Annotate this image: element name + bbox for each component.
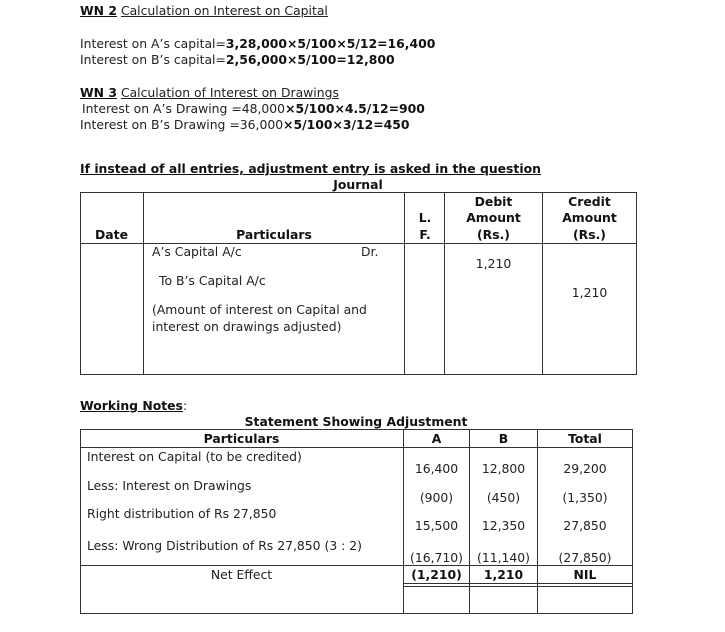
statement-row-total: (1,350) xyxy=(562,490,608,505)
statement-row-label: Interest on Capital (to be credited) xyxy=(87,449,302,464)
journal-header-debit-3: (Rs.) xyxy=(477,227,510,242)
wn3-line-2-calc: ×5/100×3/12=450 xyxy=(283,117,410,132)
journal-header-credit-1: Credit xyxy=(568,194,611,209)
statement-row-label: Right distribution of Rs 27,850 xyxy=(87,506,277,521)
journal-narration-1: (Amount of interest on Capital and xyxy=(152,302,367,317)
statement-header-b: B xyxy=(498,431,509,446)
journal-header-credit-3: (Rs.) xyxy=(573,227,606,242)
wn2-line-1-prefix: Interest on A’s capital= xyxy=(80,36,226,51)
statement-header-total: Total xyxy=(568,431,602,446)
statement-row-b: 12,800 xyxy=(481,461,526,476)
statement-row-total: 29,200 xyxy=(563,461,607,476)
statement-row-a: 15,500 xyxy=(414,518,459,533)
net-effect-a: (1,210) xyxy=(411,567,462,582)
wn3-line-1-prefix: Interest on A’s Drawing =48,000 xyxy=(82,101,286,116)
wn2-line-2-prefix: Interest on B’s capital= xyxy=(80,52,226,67)
journal-header-debit-2: Amount xyxy=(466,210,521,225)
net-effect-label: Net Effect xyxy=(210,567,273,582)
journal-credit-account: To B’s Capital A/c xyxy=(159,273,266,288)
statement-row-label: Less: Interest on Drawings xyxy=(87,478,252,493)
journal-header-debit-1: Debit xyxy=(474,194,513,209)
statement-row-total: (27,850) xyxy=(558,550,612,565)
statement-header-particulars: Particulars xyxy=(203,431,280,446)
statement-row-b: (11,140) xyxy=(476,550,531,565)
net-effect-total: NIL xyxy=(573,567,597,582)
wn3-line-1-calc: ×5/100×4.5/12=900 xyxy=(285,101,425,116)
journal-debit-amount: 1,210 xyxy=(475,256,512,271)
journal-credit-amount: 1,210 xyxy=(571,285,608,300)
statement-row-a: (16,710) xyxy=(409,550,464,565)
wn3-line-2-prefix: Interest on B’s Drawing =36,000 xyxy=(80,117,284,132)
journal-header-lf-1: L. xyxy=(418,210,432,225)
wn3-label: WN 3 xyxy=(80,85,117,100)
statement-row-b: (450) xyxy=(486,490,521,505)
journal-title: Journal xyxy=(333,177,383,192)
statement-row-b: 12,350 xyxy=(481,518,526,533)
statement-row-a: 16,400 xyxy=(414,461,459,476)
statement-row-a: (900) xyxy=(419,490,454,505)
journal-dr-label: Dr. xyxy=(361,244,379,259)
wn2-line-2-calc: 2,56,000×5/100=12,800 xyxy=(225,52,395,67)
journal-header-lf-2: F. xyxy=(419,227,431,242)
working-notes-label: Working Notes xyxy=(80,398,183,413)
net-effect-b: 1,210 xyxy=(483,567,524,582)
journal-narration-2: interest on drawings adjusted) xyxy=(152,319,342,334)
journal-header-date: Date xyxy=(95,227,128,242)
wn2-line-1-calc: 3,28,000×5/100×5/12=16,400 xyxy=(225,36,436,51)
wn2-title: Calculation on Interest on Capital xyxy=(120,3,328,18)
adjustment-heading: If instead of all entries, adjustment entry is asked in the question xyxy=(80,161,541,176)
statement-row-label: Less: Wrong Distribution of Rs 27,850 (3 : 2) xyxy=(87,538,362,553)
journal-header-credit-2: Amount xyxy=(562,210,617,225)
wn3-title: Calculation of Interest on Drawings xyxy=(120,85,339,100)
statement-row-total: 27,850 xyxy=(563,518,607,533)
journal-debit-account: A’s Capital A/c xyxy=(152,244,242,259)
wn2-label: WN 2 xyxy=(80,3,117,18)
statement-title: Statement Showing Adjustment xyxy=(244,414,468,429)
statement-header-a: A xyxy=(431,431,442,446)
working-notes-colon: : xyxy=(182,398,188,413)
journal-header-particulars: Particulars xyxy=(236,227,312,242)
